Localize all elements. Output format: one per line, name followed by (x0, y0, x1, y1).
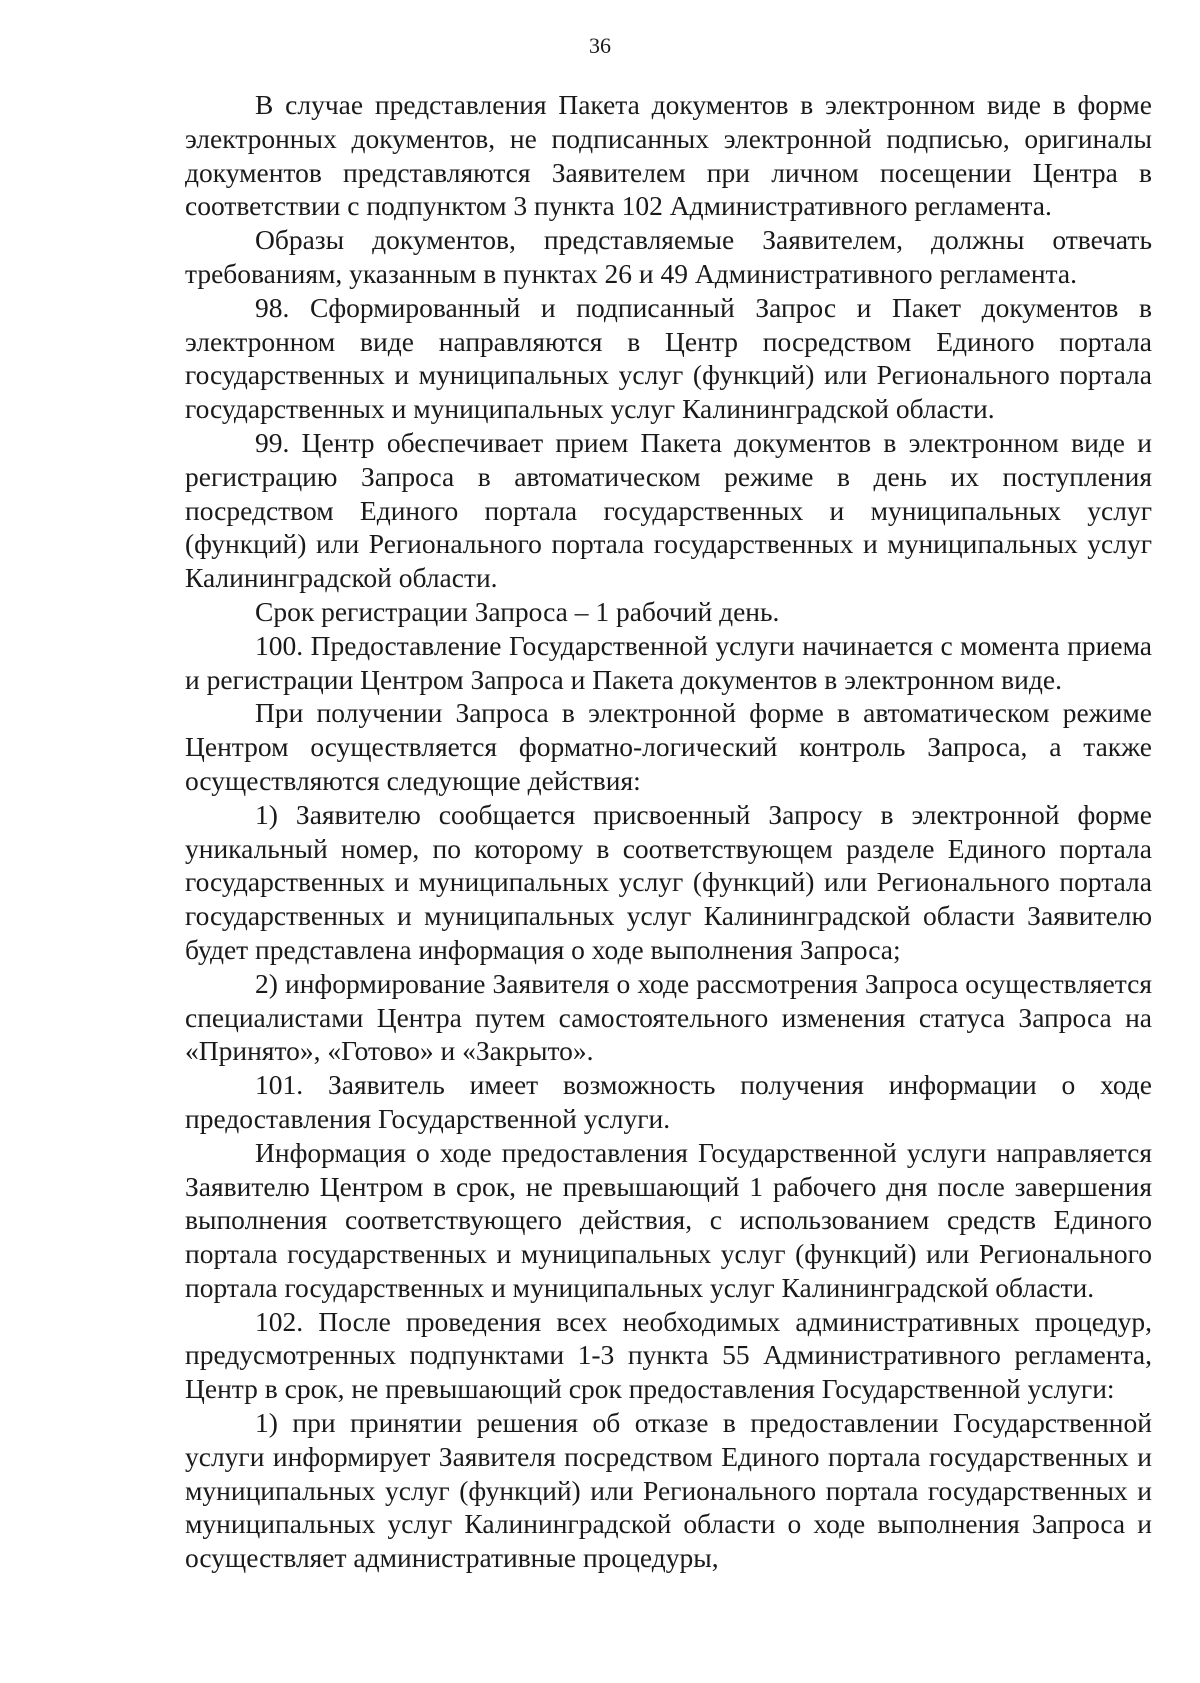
paragraph: 102. После проведения всех необходимых административных процедур, предусмотренных подпунктами 1-3 пункта 55 Административного регламента, Центр в срок, не превышающий срок предоставления Государственной услуги: (185, 1305, 1152, 1405)
paragraph: 98. Сформированный и подписанный Запрос и Пакет документов в электронном виде направляются в Центр посредством Единого портала государственных и муниципальных услуг (функций) или Регионального портала государственных и муниципальных услуг Калининградской области. (185, 291, 1152, 425)
paragraph: 1) при принятии решения об отказе в предоставлении Государственной услуги информирует Заявителя посредством Единого портала государственных и муниципальных услуг (функций) или Регионального портала государственных и муниципальных услуг Калининградской области о ходе выполнения Запроса и осуществляет административные процедуры, (185, 1407, 1152, 1574)
page-number: 36 (589, 33, 611, 58)
document-body (185, 88, 1152, 1575)
paragraph: При получении Запроса в электронной форме в автоматическом режиме Центром осуществляется форматно-логический контроль Запроса, а также осуществляются следующие действия: (185, 697, 1152, 796)
paragraph: 100. Предоставление Государственной услуги начинается с момента приема и регистрации Центром Запроса и Пакета документов в электронном виде. (185, 629, 1152, 695)
paragraph: Информация о ходе предоставления Государственной услуги направляется Заявителю Центром в срок, не превышающий 1 рабочего дня после завершения выполнения соответствующего действия, с использованием средств Единого портала государственных и муниципальных услуг (функций) или Регионального портала государственных и муниципальных услуг Калининградской области. (185, 1136, 1152, 1303)
paragraph: Срок регистрации Запроса – 1 рабочий день. (255, 595, 780, 627)
paragraph: 2) информирование Заявителя о ходе рассмотрения Запроса осуществляется специалистами Центра путем самостоятельного изменения статуса Запроса на «Принято», «Готово» и «Закрыто». (185, 967, 1152, 1067)
paragraph: Образы документов, представляемые Заявителем, должны отвечать требованиям, указанным в пунктах 26 и 49 Административного регламента. (185, 224, 1152, 289)
paragraph: В случае представления Пакета документов в электронном виде в форме электронных документов, не подписанных электронной подписью, оригиналы документов представляются Заявителем при личном посещении Центра в соответствии с подпунктом 3 пункта 102 Административного регламента. (185, 89, 1152, 222)
paragraph: 1) Заявителю сообщается присвоенный Запросу в электронной форме уникальный номер, по которому в соответствующем разделе Единого портала государственных и муниципальных услуг (функций) или Регионального портала государственных и муниципальных услуг Калининградской области Заявителю будет представлена информация о ходе выполнения Запроса; (185, 798, 1152, 965)
paragraph: 99. Центр обеспечивает прием Пакета документов в электронном виде и регистрацию Запроса в автоматическом режиме в день их поступления посредством Единого портала государственных и муниципальных услуг (функций) или Регионального портала государственных и муниципальных услуг Калининградской области. (185, 426, 1152, 594)
paragraph: 101. Заявитель имеет возможность получения информации о ходе предоставления Государственной услуги. (185, 1069, 1152, 1134)
